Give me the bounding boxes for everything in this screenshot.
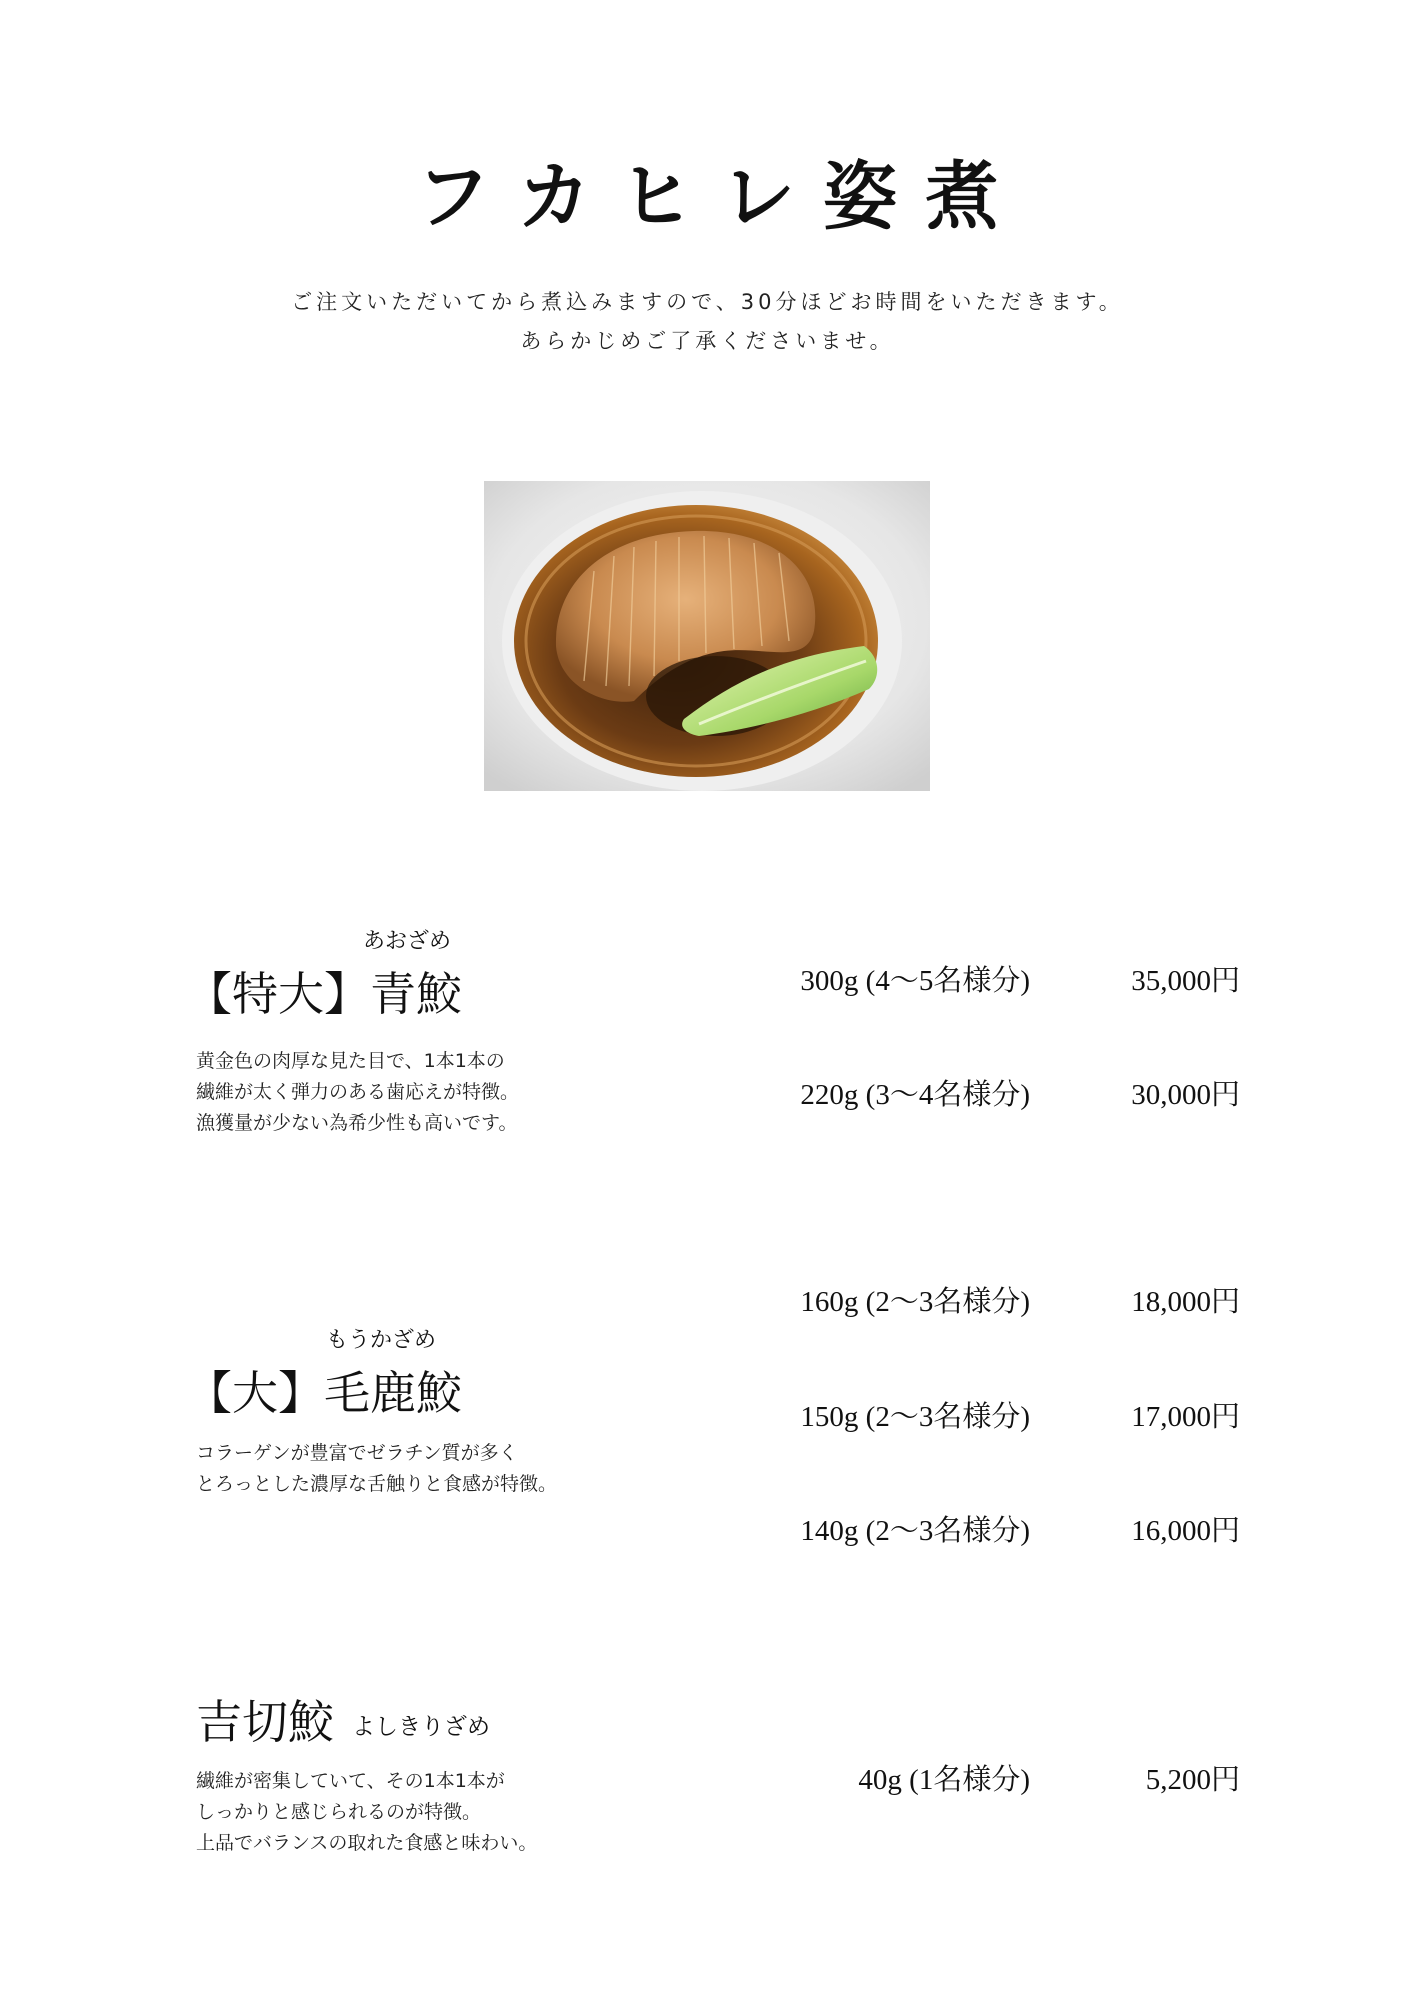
item-description-yoshikirizame: [196, 1766, 537, 1859]
shark-fin-dish-photo: [484, 481, 930, 791]
option-size: 150g (2〜3名様分): [800, 1401, 1030, 1433]
description-line: 繊維が密集していて、その1本1本が: [196, 1770, 505, 1792]
description-line: とろっとした濃厚な舌触りと食感が特徴。: [196, 1473, 558, 1495]
option-size: 40g (1名様分): [858, 1764, 1030, 1796]
description-line: コラーゲンが豊富でゼラチン質が多く: [196, 1442, 518, 1464]
description-line: 繊維が太く弾力のある歯応えが特徴。: [196, 1081, 520, 1103]
option-price: 35,000円: [1131, 965, 1240, 997]
option-size: 140g (2〜3名様分): [800, 1515, 1030, 1547]
option-price: 17,000円: [1131, 1401, 1240, 1433]
option-price: 30,000円: [1131, 1079, 1240, 1111]
option-size: 160g (2〜3名様分): [800, 1286, 1030, 1318]
notice-line-1: ご注文いただいてから煮込みますので、30分ほどお時間をいただきます。: [291, 290, 1124, 314]
item-description-aozame: [196, 1046, 519, 1139]
item-name-yoshikirizame: 吉切鮫: [196, 1695, 334, 1749]
item-description-moukazame: [196, 1438, 557, 1500]
description-line: しっかりと感じられるのが特徴。: [196, 1801, 482, 1823]
description-line: 上品でバランスの取れた食感と味わい。: [196, 1832, 538, 1854]
notice-line-2: あらかじめご了承くださいませ。: [520, 329, 895, 353]
option-size: 300g (4〜5名様分): [800, 965, 1030, 997]
option-price: 18,000円: [1131, 1286, 1240, 1318]
item-ruby-yoshikirizame: よしきりざめ: [352, 1714, 490, 1740]
description-line: 黄金色の肉厚な見た目で、1本1本の: [196, 1050, 505, 1072]
item-ruby-aozame: あおざめ: [363, 929, 452, 954]
item-name-yoshikirizame-row: [196, 1686, 490, 1752]
option-size: 220g (3〜4名様分): [800, 1079, 1030, 1111]
page-title: フカヒレ姿煮: [415, 154, 1028, 240]
description-line: 漁獲量が少ない為希少性も高いです。: [196, 1112, 518, 1134]
option-price: 16,000円: [1131, 1515, 1240, 1547]
item-name-aozame: 【特大】青鮫: [186, 967, 462, 1021]
option-price: 5,200円: [1145, 1764, 1240, 1796]
item-ruby-moukazame: もうかざめ: [326, 1328, 437, 1353]
item-name-moukazame: 【大】毛鹿鮫: [186, 1366, 462, 1420]
